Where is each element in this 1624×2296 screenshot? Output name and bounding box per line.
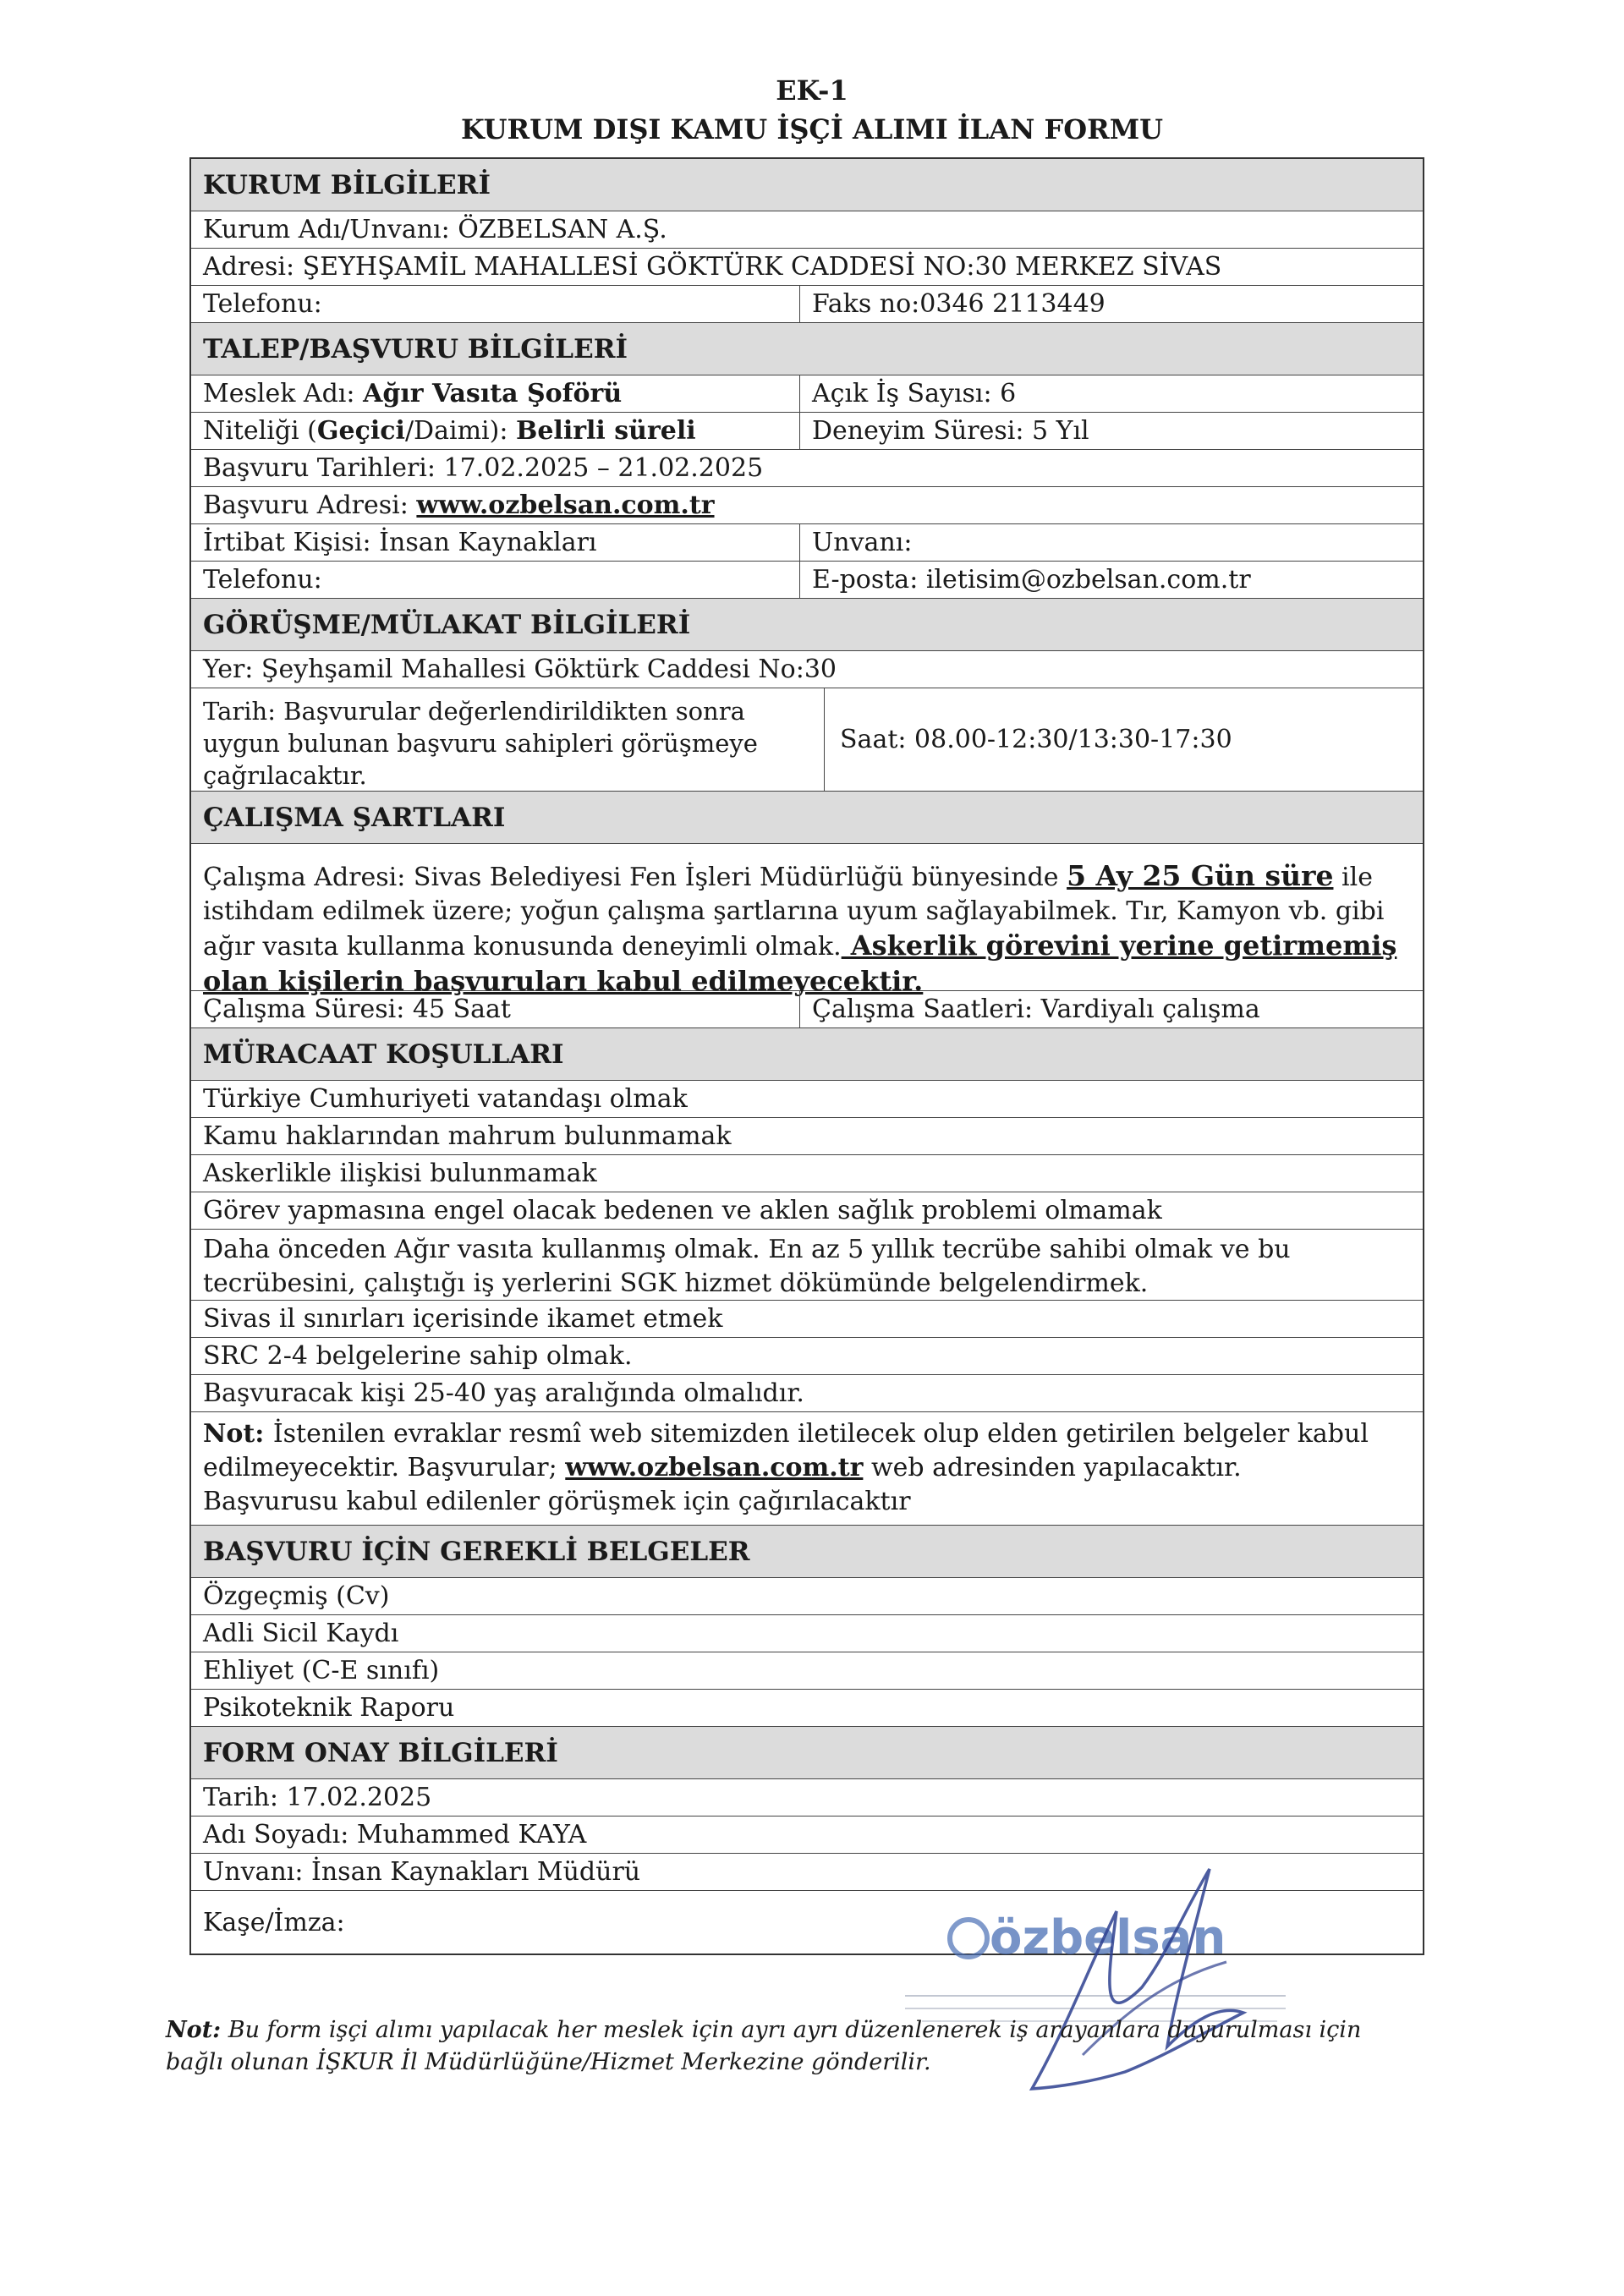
section-kurum [191, 159, 1423, 211]
irtibat-eposta: E-posta: iletisim@ozbelsan.com.tr [812, 565, 1251, 595]
adres-label: Başvuru Adresi: [203, 490, 409, 520]
deneyim-suresi: Deneyim Süresi: 5 Yıl [812, 416, 1089, 446]
onay-unvan: Unvanı: İnsan Kaynakları Müdürü [203, 1857, 641, 1887]
belge-item: Adli Sicil Kaydı [203, 1619, 399, 1648]
muracaat-not [191, 1412, 1423, 1525]
kosul-item: Askerlikle ilişkisi bulunmamak [203, 1159, 597, 1188]
footnote-text: Bu form işçi alımı yapılacak her meslek için ayrı ayrı düzenlenerek iş arayanlara duyurulması için bağlı olunan İŞKUR İl Müdürlüğüne/Hizmet Merkezine gönderilir. [166, 2017, 1362, 2075]
calisma-text-1: Çalışma Adresi: Sivas Belediyesi Fen İşleri Müdürlüğü bünyesinde [203, 863, 1067, 892]
onay-tarih: Tarih: 17.02.2025 [203, 1783, 432, 1812]
stamp-logo-text: özbelsan [990, 1910, 1226, 1965]
section-onay [191, 1727, 1423, 1779]
not-text-3: Başvurusu kabul edilenler görüşmek için çağırılacaktır [203, 1487, 911, 1516]
section-title: MÜRACAAT KOŞULLARI [203, 1038, 564, 1070]
stamp-logo-mark [950, 1920, 987, 1957]
meslek-label: Meslek Adı: [203, 379, 355, 408]
calisma-aciklama [191, 844, 1423, 997]
kurum-adi: Kurum Adı/Unvanı: ÖZBELSAN A.Ş. [203, 215, 667, 244]
belge-item: Özgeçmiş (Cv) [203, 1581, 390, 1611]
calisma-suresi: Çalışma Süresi: 45 Saat [191, 991, 800, 1027]
section-title: TALEP/BAŞVURU BİLGİLERİ [203, 333, 628, 364]
kurum-faks: Faks no:0346 2113449 [812, 289, 1106, 319]
footnote-label: Not: [166, 2017, 222, 2043]
kosul-item: Kamu haklarından mahrum bulunmamak [203, 1121, 732, 1151]
section-muracaat [191, 1028, 1423, 1081]
irtibat-telefon: Telefonu: [191, 562, 800, 598]
calisma-saatleri: Çalışma Saatleri: Vardiyalı çalışma [812, 995, 1260, 1024]
nitelik-label: Niteliği ( [203, 416, 317, 446]
form-footnote [166, 2014, 1418, 2079]
kosul-item: SRC 2-4 belgelerine sahip olmak. [203, 1341, 633, 1371]
section-title: ÇALIŞMA ŞARTLARI [203, 802, 506, 833]
askerlik-uyari: Askerlik görevini yerine getirmemiş olan kişilerin başvuruları kabul edilmeyecektir. [203, 929, 1397, 997]
job-posting-form [189, 157, 1424, 1955]
calisma-text-2: ile istihdam edilmek üzere; yoğun çalışma şartlarına uyum sağlayabilmek. Tır, Kamyon vb. gibi ağır vasıta kullanma konusunda deneyimli olmak. [203, 863, 1385, 962]
kosul-item: Sivas il sınırları içerisinde ikamet etmek [203, 1304, 723, 1334]
kosul-item: Görev yapmasına engel olacak bedenen ve aklen sağlık problemi olmamak [203, 1196, 1162, 1225]
kosul-item: Başvuracak kişi 25-40 yaş aralığında olmalıdır. [203, 1378, 804, 1408]
belge-item: Ehliyet (C-E sınıfı) [203, 1656, 440, 1685]
nitelik-value: Belirli süreli [515, 416, 696, 446]
nitelik-gecici: Geçici [316, 416, 405, 446]
basvuru-tarihleri: Başvuru Tarihleri: 17.02.2025 – 21.02.2025 [203, 453, 764, 483]
section-talep [191, 323, 1423, 375]
not-text-2: web adresinden yapılacaktır. [863, 1453, 1242, 1482]
meslek-value: Ağır Vasıta Şoförü [363, 379, 623, 408]
calisma-sure-highlight: 5 Ay 25 Gün süre [1067, 859, 1334, 892]
not-text-1: İstenilen evraklar resmî web sitemizden iletilecek olup elden getirilen belgeler kabul edilmeyecektir. Başvurular; [203, 1419, 1369, 1482]
niteligi [191, 413, 800, 449]
gorusme-tarih: Tarih: Başvurular değerlendirildikten sonra uygun bulunan başvuru sahipleri görüşmeye çağrılacaktır. [191, 688, 825, 791]
section-title: FORM ONAY BİLGİLERİ [203, 1737, 558, 1768]
section-belgeler [191, 1526, 1423, 1578]
nitelik-rest: /Daimi): [404, 416, 508, 446]
section-title: BAŞVURU İÇİN GEREKLİ BELGELER [203, 1536, 750, 1567]
kosul-item: Daha önceden Ağır vasıta kullanmış olmak. En az 5 yıllık tecrübe sahibi olmak ve bu tecrübesini, çalıştığı iş yerlerini SGK hizmet dökümünde belgelendirmek. [203, 1235, 1291, 1298]
basvuru-adresi [191, 487, 1423, 523]
section-gorusme [191, 599, 1423, 651]
kurum-telefon: Telefonu: [191, 286, 800, 322]
kosul-item: Türkiye Cumhuriyeti vatandaşı olmak [203, 1084, 688, 1114]
belge-item: Psikoteknik Raporu [203, 1693, 455, 1723]
section-title: KURUM BİLGİLERİ [203, 169, 491, 200]
gorusme-saat: Saat: 08.00-12:30/13:30-17:30 [840, 725, 1232, 754]
section-calisma [191, 792, 1423, 844]
kurum-adres: Adresi: ŞEYHŞAMİL MAHALLESİ GÖKTÜRK CADDESİ NO:30 MERKEZ SİVAS [203, 252, 1222, 282]
not-url-link[interactable]: www.ozbelsan.com.tr [565, 1453, 864, 1482]
form-title: KURUM DIŞI KAMU İŞÇİ ALIMI İLAN FORMU [460, 113, 1164, 145]
gorusme-yer: Yer: Şeyhşamil Mahallesi Göktürk Caddesi No:30 [203, 655, 837, 684]
acik-is-sayisi: Açık İş Sayısı: 6 [812, 379, 1017, 408]
basvuru-url-link[interactable]: www.ozbelsan.com.tr [416, 490, 715, 520]
meslek-adi [191, 375, 800, 412]
onay-adi-soyadi: Adı Soyadı: Muhammed KAYA [203, 1820, 587, 1849]
annex-label: EK-1 [776, 74, 848, 107]
irtibat-unvan: Unvanı: [812, 528, 913, 557]
not-label: Not: [203, 1419, 273, 1449]
section-title: GÖRÜŞME/MÜLAKAT BİLGİLERİ [203, 609, 691, 640]
irtibat-kisisi: İrtibat Kişisi: İnsan Kaynakları [191, 524, 800, 561]
onay-kase-imza: Kaşe/İmza: [203, 1907, 345, 1937]
